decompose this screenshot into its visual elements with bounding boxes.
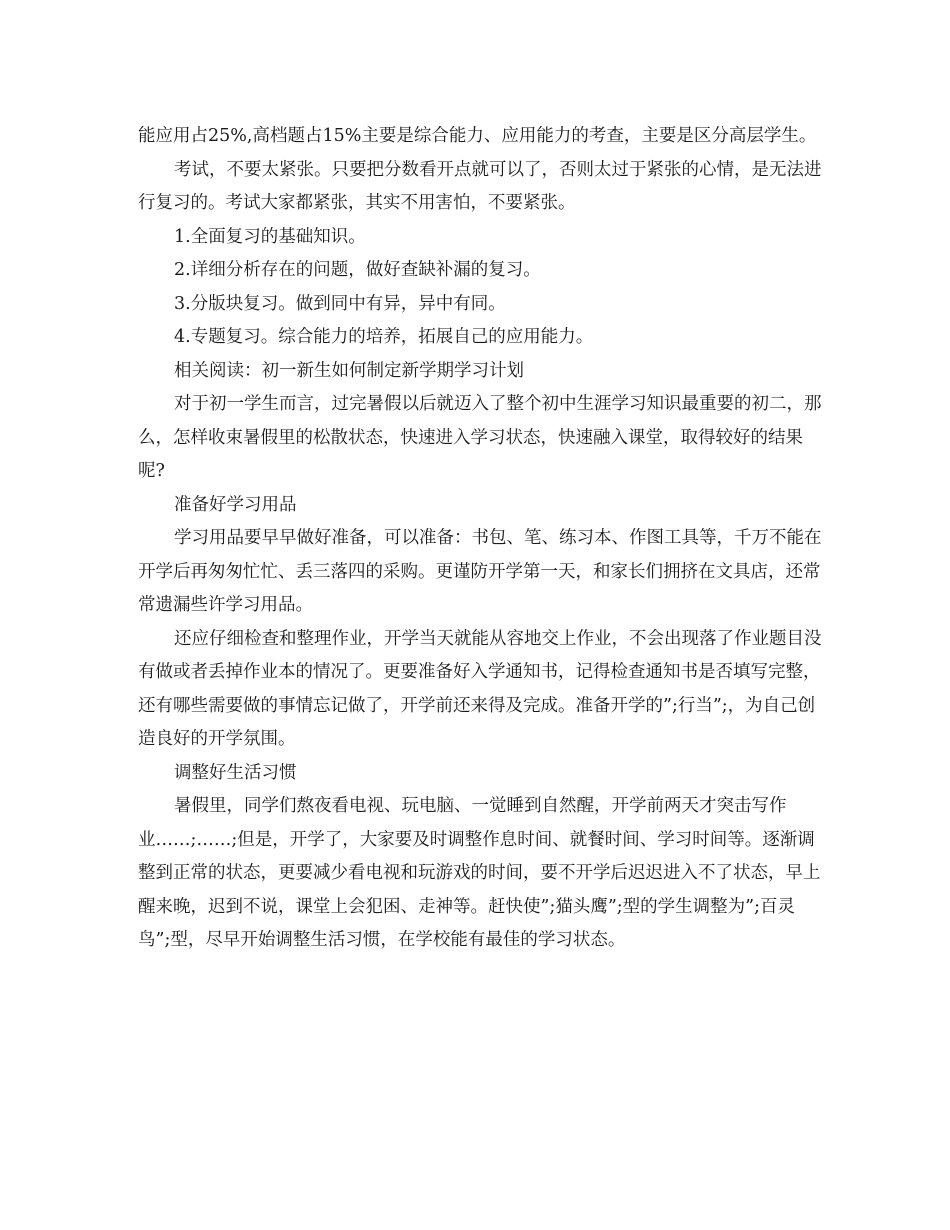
paragraph: 能应用占25%,高档题占15%主要是综合能力、应用能力的考查，主要是区分高层学生。 (138, 126, 817, 146)
section-heading: 准备好学习用品 (174, 494, 297, 515)
list-item: 3.分版块复习。做到同中有异，异中有同。 (174, 293, 506, 314)
paragraph: 考试，不要太紧张。只要把分数看开点就可以了，否则太过于紧张的心情，是无法进行复习的。考试大家都紧张，其实不用害怕，不要紧张。 (138, 159, 822, 213)
list-item: 2.详细分析存在的问题，做好查缺补漏的复习。 (174, 260, 541, 280)
related-reading-heading: 相关阅读：初一新生如何制定新学期学习计划 (174, 360, 524, 381)
paragraph: 学习用品要早早做好准备，可以准备：书包、笔、练习本、作图工具等，千万不能在开学后再匆匆忙忙、丢三落四的采购。更谨防开学第一天，和家长们拥挤在文具店，还常常遗漏些许学习用品。 (138, 528, 822, 615)
section-heading: 调整好生活习惯 (174, 762, 297, 783)
list-item: 1.全面复习的基础知识。 (174, 226, 366, 247)
paragraph: 暑假里，同学们熬夜看电视、玩电脑、一觉睡到自然醒，开学前两天才突击写作业……;……;但是，开学了，大家要及时调整作息时间、就餐时间、学习时间等。逐渐调整到正常的状态，更要减少看电视和玩游戏的时间，要不开学后迟迟进入不了状态，早上醒来晚，迟到不说，课堂上会犯困、走神等。赶快使”;猫头鹰”;型的学生调整为”;百灵鸟”;型，尽早开始调整生活习惯，在学校能有最佳的学习状态。 (138, 796, 821, 950)
paragraph: 对于初一学生而言，过完暑假以后就迈入了整个初中生涯学习知识最重要的初二，那么，怎样收束暑假里的松散状态，快速进入学习状态，快速融入课堂，取得较好的结果呢? (138, 394, 822, 481)
paragraph: 还应仔细检查和整理作业，开学当天就能从容地交上作业，不会出现落了作业题目没有做或者丢掉作业本的情况了。更要准备好入学通知书，记得检查通知书是否填写完整，还有哪些需要做的事情忘记做了，开学前还来得及完成。准备开学的”;行当”;，为自己创造良好的开学氛围。 (138, 628, 822, 749)
document-body (138, 120, 823, 958)
list-item: 4.专题复习。综合能力的培养，拓展自己的应用能力。 (174, 327, 594, 347)
